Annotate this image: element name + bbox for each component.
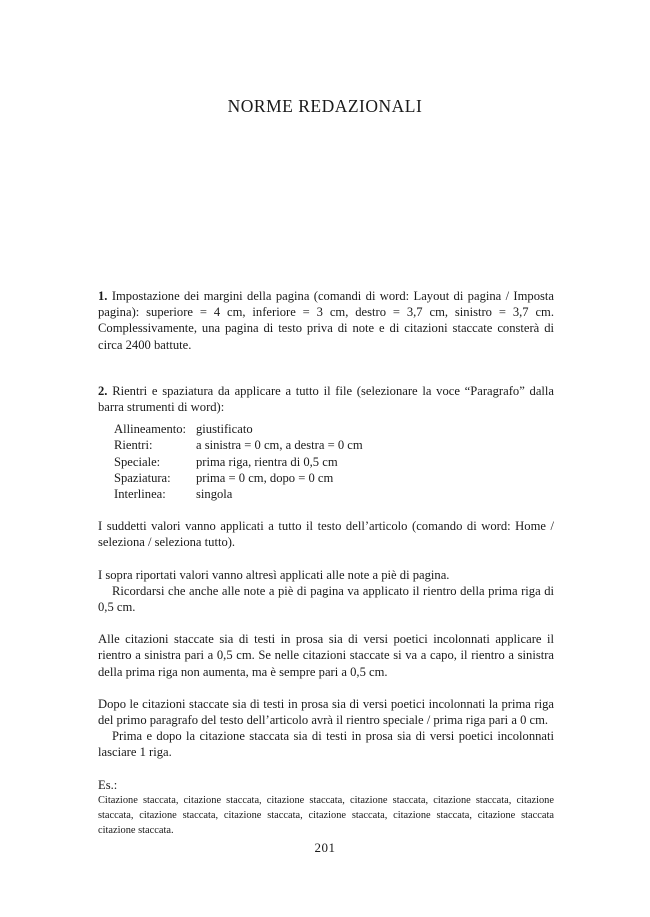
apply-paragraph: I suddetti valori vanno applicati a tutto il testo dell’articolo (comando di word: Home / seleziona / seleziona tutto).: [98, 519, 554, 550]
notes-paragraph: I sopra riportati valori vanno altresì applicati alle note a piè di pagina.: [98, 567, 450, 582]
section-1-text: Impostazione dei margini della pagina (comandi di word: Layout di pagina / Imposta pagina): superiore = 4 cm, inferiore = 3 cm, destro = 3,7 cm, sinistro = 3,7 cm. Complessivamente, una pagina di testo priva di note e di citazioni staccate consterà di circa 2400 battute.: [98, 289, 555, 352]
settings-label: Rientri:: [114, 438, 153, 453]
spacing-paragraph: Prima e dopo la citazione staccata sia di testi in prosa sia di versi poetici incolonnati lasciare 1 riga.: [98, 729, 554, 760]
settings-label: Spaziatura:: [114, 470, 171, 485]
section-1-number: 1.: [98, 289, 108, 303]
settings-row: [114, 470, 363, 486]
settings-row: [114, 486, 363, 502]
citations-paragraph: Alle citazioni staccate sia di testi in prosa sia di versi poetici incolonnati applicare il rientro a sinistra pari a 0,5 cm. Se nelle citazioni staccate si va a capo, il rientro a sinistra della prima riga non aumenta, ma è sempre pari a 0,5 cm.: [98, 632, 554, 679]
paragraph-settings-list: [114, 421, 363, 502]
section-2-number: 2.: [98, 383, 108, 398]
section-2-intro-text: Rientri e spaziatura da applicare a tutto il file (selezionare la voce “Paragrafo” dalla barra strumenti di word):: [98, 383, 554, 415]
after-citation-paragraph: Dopo le citazioni staccate sia di testi in prosa sia di versi poetici incolonnati la prima riga del primo paragrafo del testo dell’articolo avrà il rientro speciale / prima riga pari a 0 cm.: [98, 696, 554, 728]
settings-row: [114, 421, 363, 437]
settings-value: prima = 0 cm, dopo = 0 cm: [196, 470, 334, 485]
example-quote: Citazione staccata, citazione staccata, citazione staccata, citazione staccata, citazione staccata, citazione staccata, citazione staccata, citazione staccata, citazione staccata, citazione staccata, citazione staccata citazione staccata.: [98, 794, 554, 836]
settings-value: prima riga, rientra di 0,5 cm: [196, 454, 338, 469]
section-2-intro: [98, 383, 554, 415]
notes-reminder-paragraph: Ricordarsi che anche alle note a piè di pagina va applicato il rientro della prima riga di 0,5 cm.: [98, 583, 554, 615]
settings-label: Allineamento:: [114, 422, 187, 437]
settings-row: [114, 437, 363, 453]
settings-label: Speciale:: [114, 454, 161, 469]
body-text: [98, 288, 554, 838]
page-title: NORME REDAZIONALI: [227, 96, 423, 116]
settings-value: singola: [196, 487, 233, 502]
section-1-paragraph: [98, 288, 554, 353]
settings-value: a sinistra = 0 cm, a destra = 0 cm: [196, 438, 363, 453]
settings-value: giustificato: [196, 422, 253, 437]
example-label: Es.:: [98, 777, 118, 792]
page-number: 201: [314, 840, 336, 855]
settings-row: [114, 454, 363, 470]
settings-label: Interlinea:: [114, 487, 166, 502]
